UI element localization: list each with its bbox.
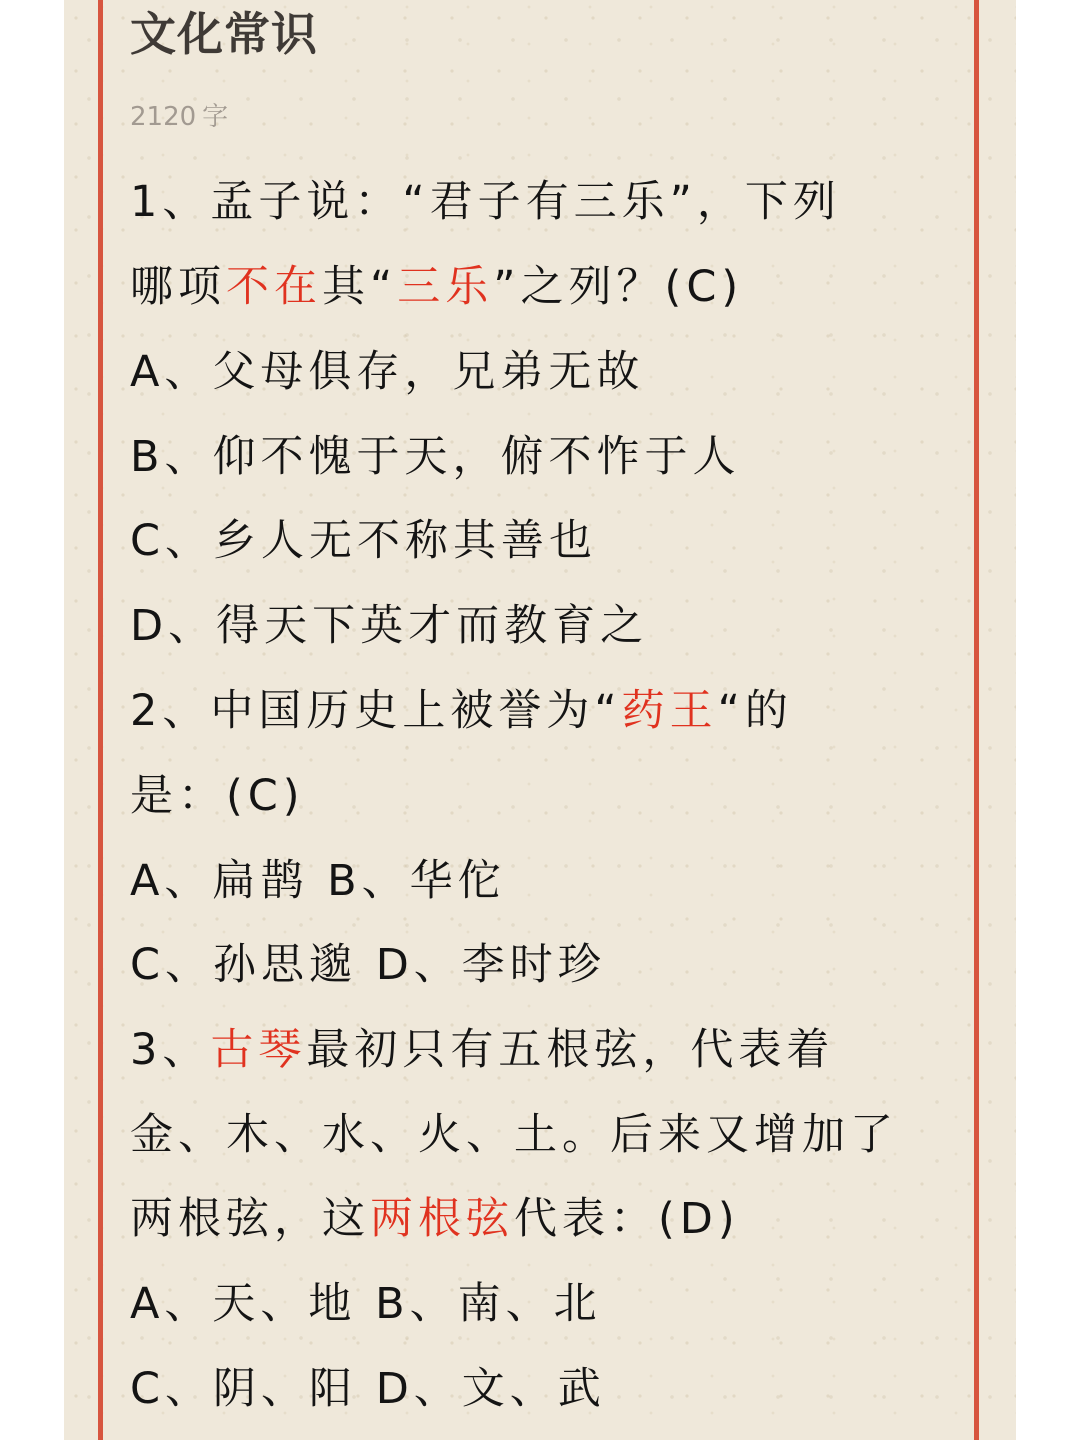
question-3-line-3 [130, 1189, 740, 1249]
q3-highlight-two-strings: 两根弦 [370, 1194, 514, 1244]
q2-text-c: “的 [717, 686, 793, 736]
question-1-option-c: C、乡人无不称其善也 [130, 516, 598, 566]
question-3-options-ab: A、天、地 B、南、北 [130, 1279, 602, 1329]
q1-text-c: 其“ [322, 262, 398, 312]
q3-text-d: 两根弦，这 [130, 1194, 370, 1244]
q1-highlight-not-in: 不在 [226, 262, 322, 312]
question-1-option-d: D、得天下英才而教育之 [130, 601, 649, 651]
q2-highlight-medicine-king: 药王 [621, 686, 718, 736]
word-count [130, 100, 228, 134]
question-2-line-2: 是：(C) [130, 771, 305, 821]
question-1-line-2 [130, 257, 743, 317]
word-count-unit: 字 [202, 102, 229, 132]
left-margin-rule [98, 0, 103, 1440]
q3-text-c: 最初只有五根弦，代表着 [306, 1025, 835, 1075]
q2-text-a: 2、中国历史上被誉为“ [130, 686, 622, 736]
question-3-options-cd: C、阴、阳 D、文、武 [130, 1364, 606, 1414]
q1-text-a: 哪项 [130, 262, 226, 312]
right-margin-rule [974, 0, 979, 1440]
question-3-line-2: 金、木、水、火、土。后来又增加了 [130, 1110, 898, 1160]
q1-text-e: ”之列？(C) [493, 262, 744, 312]
question-3-line-1 [130, 1020, 834, 1080]
question-1-line-1: 1、孟子说：“君子有三乐”，下列 [130, 177, 841, 227]
q3-text-a: 3、 [130, 1025, 211, 1075]
question-1-option-a: A、父母俱存，兄弟无故 [130, 347, 645, 397]
q1-highlight-three-joys: 三乐 [397, 262, 494, 312]
question-2-options-ab: A、扁鹊 B、华佗 [130, 856, 506, 906]
note-page [64, 0, 1016, 1440]
question-2-options-cd: C、孙思邈 D、李时珍 [130, 940, 606, 990]
q3-text-f: 代表：(D) [514, 1194, 740, 1244]
page-title: 文化常识 [130, 7, 318, 61]
word-count-value: 2120 [130, 102, 197, 132]
q3-highlight-guqin: 古琴 [210, 1025, 307, 1075]
question-2-line-1 [130, 681, 793, 741]
question-1-option-b: B、仰不愧于天，俯不怍于人 [130, 432, 741, 482]
